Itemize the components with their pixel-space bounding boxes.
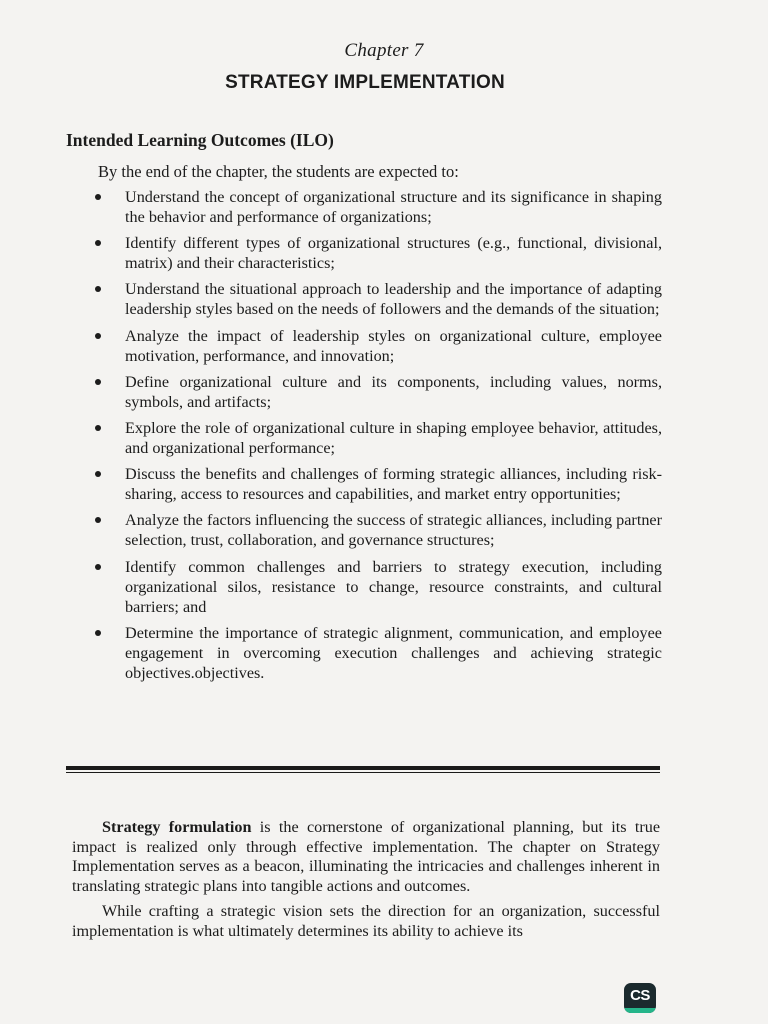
ilo-item-text: Discuss the benefits and challenges of forming strategic alliances, including risk-sharing, access to resources and capabilities, and market entry opportunities;	[125, 465, 662, 504]
bullet-icon	[95, 517, 101, 523]
ilo-item-text: Understand the situational approach to leadership and the importance of adapting leadership styles based on the needs of followers and the demands of the situation;	[125, 280, 662, 319]
ilo-list-item	[92, 557, 662, 617]
body-paragraph-1	[72, 818, 660, 896]
ilo-list-item	[92, 464, 662, 504]
body-paragraph-2: While crafting a strategic vision sets the direction for an organization, successful implementation is what ultimately determines its ability to achieve its	[72, 902, 660, 940]
ilo-list	[92, 187, 662, 689]
ilo-list-item	[92, 623, 662, 683]
chapter-title: STRATEGY IMPLEMENTATION	[225, 72, 505, 93]
ilo-heading: Intended Learning Outcomes (ILO)	[66, 130, 334, 150]
bullet-icon	[95, 240, 101, 246]
ilo-item-text: Identify common challenges and barriers to strategy execution, including organizational silos, resistance to change, resource constraints, and cultural barriers; and	[125, 557, 662, 616]
ilo-item-text: Understand the concept of organizational structure and its significance in shaping the behavior and performance of organizations;	[125, 188, 662, 226]
bullet-icon	[95, 333, 101, 339]
key-term: Strategy formulation	[102, 818, 252, 836]
ilo-list-item	[92, 372, 662, 412]
bullet-icon	[95, 564, 101, 570]
ilo-item-text: Identify different types of organizational structures (e.g., functional, divisional, matrix) and their characteristics;	[125, 234, 662, 273]
ilo-list-item	[92, 418, 662, 458]
bullet-icon	[95, 286, 101, 292]
body-paragraph-1-text: is the cornerstone of organizational planning, but its true impact is realized only through effective implementation. The chapter on Strategy Implementation serves as a beacon, illuminating the intricacies and challenges inherent in translating strategic plans into tangible actions and outcomes.	[72, 818, 660, 895]
ilo-item-text: Define organizational culture and its components, including values, norms, symbols, and artifacts;	[125, 372, 662, 411]
bullet-icon	[95, 471, 101, 477]
bullet-icon	[95, 194, 101, 200]
ilo-item-text: Explore the role of organizational culture in shaping employee behavior, attitudes, and organizational performance;	[125, 418, 662, 457]
ilo-list-item	[92, 279, 662, 319]
ilo-item-text: Analyze the factors influencing the success of strategic alliances, including partner selection, trust, collaboration, and governance structures;	[125, 511, 662, 550]
ilo-intro: By the end of the chapter, the students are expected to:	[98, 162, 459, 181]
watermark-stripe	[624, 1008, 656, 1013]
bullet-icon	[95, 379, 101, 385]
section-divider-thick	[66, 766, 660, 770]
ilo-list-item	[92, 510, 662, 550]
camscanner-watermark-icon	[624, 983, 656, 1013]
ilo-item-text: Analyze the impact of leadership styles on organizational culture, employee motivation, performance, and innovation;	[125, 326, 662, 365]
ilo-list-item	[92, 326, 662, 366]
ilo-item-text: Determine the importance of strategic alignment, communication, and employee engagement in overcoming execution challenges and achieving strategic objectives.objectives.	[125, 623, 662, 682]
ilo-list-item	[92, 187, 662, 227]
chapter-label: Chapter 7	[344, 40, 424, 61]
watermark-label: CS	[630, 987, 650, 1004]
section-divider-thin	[66, 772, 660, 773]
ilo-list-item	[92, 233, 662, 273]
bullet-icon	[95, 630, 101, 636]
bullet-icon	[95, 425, 101, 431]
